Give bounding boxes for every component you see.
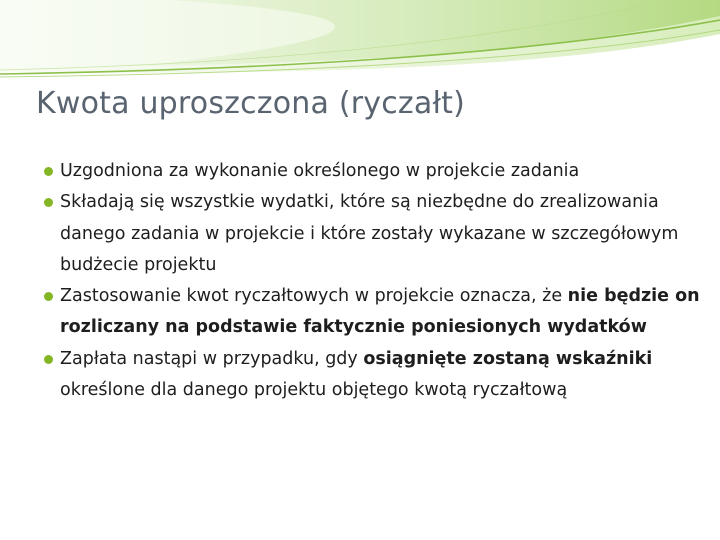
bullet-item	[44, 187, 704, 281]
bullet-emphasis-text: nie będzie on rozliczany na podstawie faktycznie poniesionych wydatków	[60, 286, 700, 338]
bullet-dot-icon	[44, 198, 53, 207]
bullet-text: określone dla danego projektu objętego kwotą ryczałtową	[60, 380, 568, 401]
bullet-item	[44, 156, 704, 187]
header-wave-decoration	[0, 0, 720, 90]
bullet-dot-icon	[44, 292, 53, 301]
bullet-dot-icon	[44, 167, 53, 176]
bullet-dot-icon	[44, 355, 53, 364]
bullet-text: Składają się wszystkie wydatki, które są niezbędne do zrealizowania danego zadania w projekcie i które zostały wykazane w szczegółowym budżecie projektu	[60, 192, 679, 275]
bullet-text: Zapłata nastąpi w przypadku, gdy	[60, 348, 364, 369]
slide-title: Kwota uproszczona (ryczałt)	[36, 86, 466, 121]
bullet-emphasis-text: osiągnięte zostaną wskaźniki	[363, 348, 653, 369]
bullet-item	[44, 281, 704, 344]
bullet-item	[44, 344, 704, 407]
bullet-text: Zastosowanie kwot ryczałtowych w projekcie oznacza, że	[60, 286, 568, 307]
bullet-text: Uzgodniona za wykonanie określonego w projekcie zadania	[60, 161, 580, 181]
bullet-list	[44, 156, 704, 406]
